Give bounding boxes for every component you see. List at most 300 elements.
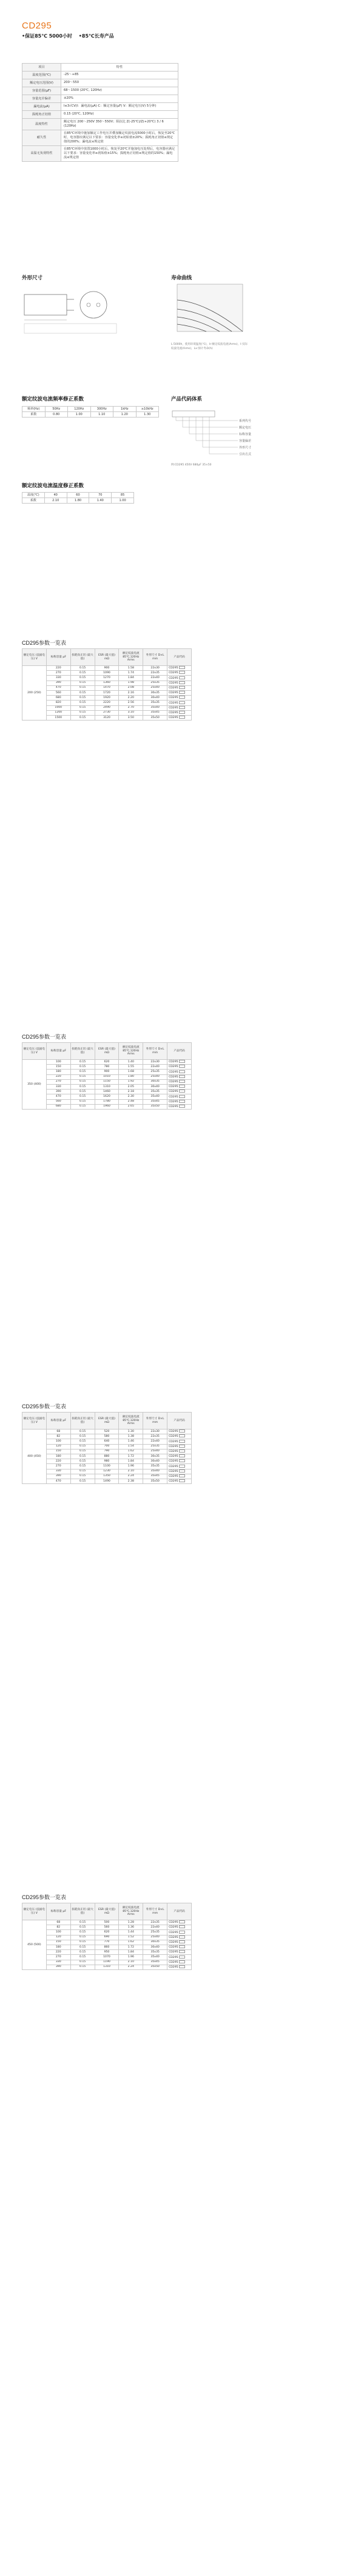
subtitle-longlife: •85℃长寿产品 bbox=[78, 33, 114, 39]
param-ripple: 1.38 bbox=[119, 1434, 143, 1439]
param-capacitance: 330 bbox=[46, 1084, 70, 1089]
product-code-box bbox=[179, 711, 185, 714]
product-code-text: CD295 bbox=[169, 667, 178, 670]
product-code-text: CD295 bbox=[169, 1075, 178, 1079]
param-esr: 1960 bbox=[95, 1104, 119, 1109]
param-capacitance: 150 bbox=[46, 1449, 70, 1454]
param-table-title: CD295参数一览表 bbox=[22, 1403, 67, 1409]
param-header-cell: 外形尺寸 D×L mm bbox=[143, 1903, 167, 1920]
product-code-box bbox=[179, 1474, 185, 1477]
param-row bbox=[22, 710, 192, 715]
param-ripple: 3.10 bbox=[119, 710, 143, 715]
product-code-box bbox=[179, 1429, 185, 1433]
param-row bbox=[22, 1469, 192, 1474]
temp-header-cell: 温度(℃) bbox=[22, 493, 45, 498]
param-size: 35x50 bbox=[143, 1965, 167, 1969]
spec-row bbox=[22, 119, 178, 130]
param-product-code bbox=[167, 676, 192, 681]
param-header-cell: 额定纹波电流 85℃,120Hz Arms bbox=[119, 1043, 143, 1060]
param-size: 30x35 bbox=[143, 1079, 167, 1084]
product-code-text: CD295 bbox=[169, 701, 178, 705]
param-ripple: 2.18 bbox=[119, 1090, 143, 1094]
param-product-code bbox=[167, 685, 192, 690]
subtitle-guarantee: •保证85℃ 5000小时 bbox=[22, 33, 72, 39]
param-ripple: 1.30 bbox=[119, 1429, 143, 1434]
product-code-text: CD295 bbox=[169, 1965, 178, 1969]
param-tan: 0.15 bbox=[70, 710, 95, 715]
param-ripple: 1.52 bbox=[119, 1935, 143, 1940]
param-ripple: 1.44 bbox=[119, 1930, 143, 1935]
param-tan: 0.15 bbox=[70, 1945, 95, 1949]
spec-row bbox=[22, 87, 178, 95]
param-product-code bbox=[167, 1065, 192, 1070]
param-tan: 0.15 bbox=[70, 701, 95, 705]
product-code-box bbox=[179, 1965, 185, 1968]
param-tan: 0.15 bbox=[70, 1454, 95, 1459]
param-tan: 0.15 bbox=[70, 1449, 95, 1454]
param-product-code bbox=[167, 1945, 192, 1949]
product-code-box bbox=[179, 1454, 185, 1457]
product-code-box bbox=[179, 1465, 185, 1468]
param-tan: 0.15 bbox=[70, 1065, 95, 1070]
freq-header-cell: 50Hz bbox=[45, 407, 68, 412]
param-ripple: 2.24 bbox=[119, 1965, 143, 1969]
param-size: 35x35 bbox=[143, 1464, 167, 1469]
param-product-code bbox=[167, 1079, 192, 1084]
param-product-code bbox=[167, 1459, 192, 1464]
product-code-box bbox=[179, 1070, 185, 1073]
code-label: 容量偏差 bbox=[239, 439, 252, 443]
param-header-cell: 标称容量 μF bbox=[46, 649, 70, 666]
param-size: 25x35 bbox=[143, 1070, 167, 1074]
param-row bbox=[22, 1930, 192, 1935]
param-row bbox=[22, 1060, 192, 1065]
param-header-cell: 额定电压 (浪涌电压) V bbox=[22, 1413, 47, 1429]
param-tan: 0.15 bbox=[70, 1960, 95, 1965]
param-product-code bbox=[167, 1935, 192, 1940]
param-row bbox=[22, 1434, 192, 1439]
product-code-box bbox=[179, 1960, 185, 1963]
spec-header-cell: 项目 bbox=[22, 64, 61, 72]
param-row bbox=[22, 676, 192, 681]
param-tan: 0.15 bbox=[70, 1950, 95, 1955]
param-header-row bbox=[22, 649, 192, 666]
param-product-code bbox=[167, 1429, 192, 1434]
param-ripple: 2.48 bbox=[119, 1099, 143, 1104]
temp-header-cell: 60 bbox=[67, 493, 89, 498]
param-esr: 1360 bbox=[95, 681, 119, 685]
code-label: 标称容量 bbox=[239, 433, 252, 436]
freq-table bbox=[22, 406, 159, 418]
param-tan: 0.15 bbox=[70, 1099, 95, 1104]
param-capacitance: 680 bbox=[46, 696, 70, 701]
param-header-cell: ESR (最大值) mΩ bbox=[95, 1413, 119, 1429]
param-esr: 620 bbox=[95, 1930, 119, 1935]
param-tan: 0.15 bbox=[70, 1434, 95, 1439]
subtitle bbox=[22, 33, 344, 39]
param-capacitance: 680 bbox=[46, 1104, 70, 1109]
param-size: 35x35 bbox=[143, 1950, 167, 1955]
product-code-text: CD295 bbox=[169, 686, 178, 690]
param-ripple: 1.54 bbox=[119, 1444, 143, 1449]
spec-key: 温度特性 bbox=[22, 119, 61, 130]
code-label: 额定电压 bbox=[239, 426, 252, 430]
param-product-code bbox=[167, 1099, 192, 1104]
product-code-text: CD295 bbox=[169, 1474, 178, 1478]
param-esr: 580 bbox=[95, 1434, 119, 1439]
param-product-code bbox=[167, 1920, 192, 1925]
param-row bbox=[22, 1449, 192, 1454]
code-note: 例:CD295 450V 680μF 35×50 bbox=[171, 464, 212, 467]
param-product-code bbox=[167, 1454, 192, 1459]
param-table-title: CD295参数一览表 bbox=[22, 1894, 67, 1900]
param-capacitance: 100 bbox=[46, 1439, 70, 1444]
param-tan: 0.15 bbox=[70, 1070, 95, 1074]
param-table bbox=[22, 1903, 192, 1970]
param-tan: 0.15 bbox=[70, 1079, 95, 1084]
temp-value-cell: 1.80 bbox=[67, 498, 89, 504]
param-ripple: 2.24 bbox=[119, 1474, 143, 1479]
param-tan: 0.15 bbox=[70, 671, 95, 676]
param-tan: 0.15 bbox=[70, 1940, 95, 1945]
product-code-box bbox=[179, 1065, 185, 1068]
param-tan: 0.15 bbox=[70, 690, 95, 695]
product-code-text: CD295 bbox=[169, 696, 178, 700]
param-capacitance: 270 bbox=[46, 671, 70, 676]
param-esr: 790 bbox=[95, 1449, 119, 1454]
param-esr: 1490 bbox=[95, 1479, 119, 1483]
param-row bbox=[22, 1439, 192, 1444]
life-note: L:5000h，使用环境温度(℃)，Ir:额定纹波电流(Arms)，I:实际纹波电流(Arms)，Lx:预计寿命(h) bbox=[171, 343, 248, 350]
param-ripple: 1.55 bbox=[119, 1065, 143, 1070]
param-size: 35x40 bbox=[143, 1094, 167, 1099]
param-product-code bbox=[167, 1925, 192, 1930]
param-capacitance: 270 bbox=[46, 1955, 70, 1960]
param-header-row bbox=[22, 1413, 192, 1429]
product-code-text: CD295 bbox=[169, 1465, 178, 1468]
param-ripple: 1.58 bbox=[119, 666, 143, 671]
code-label: 外形尺寸 bbox=[239, 446, 252, 450]
param-row bbox=[22, 1965, 192, 1969]
param-header-cell: 额定纹波电流 85℃,120Hz Arms bbox=[119, 1903, 143, 1920]
spec-row bbox=[22, 95, 178, 103]
param-header-cell: 损耗角正切 (最大值) bbox=[70, 1043, 95, 1060]
param-size: 35x40 bbox=[143, 1955, 167, 1960]
spec-key: 温度范围(℃) bbox=[22, 72, 61, 79]
param-capacitance: 560 bbox=[46, 690, 70, 695]
param-esr: 780 bbox=[95, 1065, 119, 1070]
product-code-text: CD295 bbox=[169, 1946, 178, 1949]
spec-key: 损耗角正切值 bbox=[22, 111, 61, 119]
param-esr: 950 bbox=[95, 1950, 119, 1955]
param-size: 25x40 bbox=[143, 685, 167, 690]
product-code-text: CD295 bbox=[169, 1931, 178, 1934]
param-capacitance: 330 bbox=[46, 676, 70, 681]
param-row bbox=[22, 671, 192, 676]
param-size: 25x35 bbox=[143, 681, 167, 685]
product-code-text: CD295 bbox=[169, 1445, 178, 1448]
freq-header-cell: 300Hz bbox=[90, 407, 113, 412]
spec-key: 高温无负荷特性 bbox=[22, 146, 61, 162]
param-esr: 1310 bbox=[95, 1084, 119, 1089]
param-capacitance: 560 bbox=[46, 1099, 70, 1104]
param-capacitance: 470 bbox=[46, 1479, 70, 1483]
param-capacitance: 1000 bbox=[46, 705, 70, 710]
spec-value: 0.15 (20℃, 120Hz) bbox=[61, 111, 178, 119]
param-capacitance: 180 bbox=[46, 1454, 70, 1459]
product-code-box bbox=[179, 716, 185, 719]
freq-value-cell: 1.30 bbox=[136, 412, 159, 418]
param-esr: 1780 bbox=[95, 1099, 119, 1104]
param-ripple: 1.98 bbox=[119, 681, 143, 685]
param-size: 30x35 bbox=[143, 690, 167, 695]
code-label: 引出方式 bbox=[239, 453, 252, 456]
param-row bbox=[22, 1920, 192, 1925]
param-esr: 1090 bbox=[95, 671, 119, 676]
product-code-text: CD295 bbox=[169, 716, 178, 720]
param-ripple: 2.20 bbox=[119, 696, 143, 701]
param-table bbox=[22, 1412, 192, 1484]
param-size: 22x35 bbox=[143, 1920, 167, 1925]
param-ripple: 1.80 bbox=[119, 1074, 143, 1079]
param-esr: 520 bbox=[95, 1429, 119, 1434]
param-header-cell: 额定纹波电流 85℃,120Hz Arms bbox=[119, 1413, 143, 1429]
param-tan: 0.15 bbox=[70, 1459, 95, 1464]
product-code-box bbox=[179, 1925, 185, 1928]
param-capacitance: 270 bbox=[46, 1079, 70, 1084]
param-size: 35x50 bbox=[143, 715, 167, 720]
param-size: 25x35 bbox=[143, 1930, 167, 1935]
code-label: 系列代号 bbox=[239, 419, 252, 423]
header bbox=[0, 0, 344, 39]
product-code-box bbox=[179, 1945, 185, 1948]
param-ripple: 1.62 bbox=[119, 1449, 143, 1454]
product-code-text: CD295 bbox=[169, 1921, 178, 1925]
product-code-box bbox=[179, 1935, 185, 1939]
product-code-text: CD295 bbox=[169, 1080, 178, 1083]
param-size: 25x40 bbox=[143, 1449, 167, 1454]
param-esr: 900 bbox=[95, 1070, 119, 1074]
param-ripple: 1.96 bbox=[119, 1464, 143, 1469]
param-size: 35x50 bbox=[143, 1104, 167, 1109]
param-tan: 0.15 bbox=[70, 1104, 95, 1109]
freq-header-cell: 120Hz bbox=[68, 407, 91, 412]
param-row bbox=[22, 1094, 192, 1099]
param-capacitance: 180 bbox=[46, 1070, 70, 1074]
param-row bbox=[22, 1090, 192, 1094]
temp-value-cell: 2.10 bbox=[44, 498, 67, 504]
param-tan: 0.15 bbox=[70, 681, 95, 685]
param-product-code bbox=[167, 1464, 192, 1469]
spec-key: 额定电压范围(V) bbox=[22, 79, 61, 87]
freq-value-cell: 1.20 bbox=[113, 412, 137, 418]
param-tan: 0.15 bbox=[70, 1930, 95, 1935]
param-product-code bbox=[167, 1965, 192, 1969]
code-leader bbox=[189, 417, 238, 434]
product-code-text: CD295 bbox=[169, 1095, 178, 1099]
param-capacitance: 470 bbox=[46, 685, 70, 690]
product-code-text: CD295 bbox=[169, 691, 178, 695]
param-ripple: 1.36 bbox=[119, 1925, 143, 1930]
param-ripple: 1.84 bbox=[119, 1459, 143, 1464]
param-row bbox=[22, 1479, 192, 1483]
product-code-box bbox=[179, 1479, 185, 1482]
param-tan: 0.15 bbox=[70, 1090, 95, 1094]
product-code-text: CD295 bbox=[169, 1090, 178, 1094]
product-code-box bbox=[179, 1090, 185, 1093]
code-box bbox=[172, 411, 215, 417]
param-product-code bbox=[167, 1960, 192, 1965]
param-ripple: 2.65 bbox=[119, 1104, 143, 1109]
section-temp-title: 额定纹波电流温度修正系数 bbox=[22, 482, 84, 488]
product-code-text: CD295 bbox=[169, 1935, 178, 1939]
param-header-cell: 损耗角正切 (最大值) bbox=[70, 1413, 95, 1429]
temp-table bbox=[22, 492, 134, 504]
temp-header-cell: 40 bbox=[44, 493, 67, 498]
param-esr: 1270 bbox=[95, 676, 119, 681]
param-capacitance: 82 bbox=[46, 1925, 70, 1930]
param-tan: 0.15 bbox=[70, 1965, 95, 1969]
product-code-text: CD295 bbox=[169, 1060, 178, 1064]
product-code-text: CD295 bbox=[169, 1100, 178, 1103]
code-leader bbox=[176, 417, 238, 421]
param-esr: 880 bbox=[95, 1454, 119, 1459]
param-capacitance: 390 bbox=[46, 1965, 70, 1969]
product-code-box bbox=[179, 691, 185, 694]
param-tan: 0.15 bbox=[70, 715, 95, 720]
param-size: 22x30 bbox=[143, 1060, 167, 1065]
param-esr: 1460 bbox=[95, 1090, 119, 1094]
param-size: 22x35 bbox=[143, 671, 167, 676]
param-row bbox=[22, 1925, 192, 1930]
product-code-box bbox=[179, 681, 185, 684]
spec-key: 容量允许偏差 bbox=[22, 95, 61, 103]
spec-value: I≤3√CV(I：漏电流(μA) C：额定容量(μF) V：额定电压(V) 5分钟) bbox=[61, 103, 178, 111]
product-code-box bbox=[179, 1955, 185, 1959]
param-esr: 1010 bbox=[95, 1074, 119, 1079]
spec-value: -25～+85 bbox=[61, 72, 178, 79]
spec-row bbox=[22, 72, 178, 79]
param-table-title: CD295参数一览表 bbox=[22, 640, 67, 646]
spec-row bbox=[22, 79, 178, 87]
param-capacitance: 220 bbox=[46, 666, 70, 671]
param-ripple: 3.50 bbox=[119, 715, 143, 720]
spec-value: 200～550 bbox=[61, 79, 178, 87]
life-curve-chart bbox=[171, 282, 245, 338]
param-ripple: 1.72 bbox=[119, 1945, 143, 1949]
param-header-cell: ESR (最大值) mΩ bbox=[95, 1903, 119, 1920]
param-size: 30x35 bbox=[143, 1454, 167, 1459]
param-product-code bbox=[167, 1074, 192, 1079]
param-product-code bbox=[167, 1104, 192, 1109]
param-size: 35x35 bbox=[143, 1090, 167, 1094]
spec-row bbox=[22, 111, 178, 119]
param-product-code bbox=[167, 1950, 192, 1955]
spec-row bbox=[22, 130, 178, 146]
param-capacitance: 68 bbox=[46, 1429, 70, 1434]
param-product-code bbox=[167, 1060, 192, 1065]
temp-header-row bbox=[22, 493, 134, 498]
param-ripple: 1.40 bbox=[119, 1060, 143, 1065]
param-capacitance: 470 bbox=[46, 1094, 70, 1099]
param-size: 30x40 bbox=[143, 1459, 167, 1464]
param-product-code bbox=[167, 1444, 192, 1449]
param-product-code bbox=[167, 705, 192, 710]
temp-header-cell: 85 bbox=[112, 493, 134, 498]
param-header-cell: 产品代码 bbox=[167, 649, 192, 666]
param-capacitance: 68 bbox=[46, 1920, 70, 1925]
param-size: 25x40 bbox=[143, 1074, 167, 1079]
param-tan: 0.15 bbox=[70, 1439, 95, 1444]
section-life-title: 寿命曲线 bbox=[171, 275, 192, 281]
param-esr: 1350 bbox=[95, 1474, 119, 1479]
param-tan: 0.15 bbox=[70, 676, 95, 681]
freq-value-cell: 1.00 bbox=[68, 412, 91, 418]
page-title: CD295 bbox=[22, 21, 52, 31]
product-code-text: CD295 bbox=[169, 1085, 178, 1089]
code-leader bbox=[183, 417, 238, 427]
param-row bbox=[22, 690, 192, 695]
freq-header-cell: 1kHz bbox=[113, 407, 137, 412]
param-ripple: 1.46 bbox=[119, 1439, 143, 1444]
dimension-drawing bbox=[22, 284, 119, 335]
product-code-box bbox=[179, 706, 185, 709]
param-row bbox=[22, 1955, 192, 1960]
code-diagram bbox=[171, 407, 268, 462]
section-dim-title: 外形尺寸 bbox=[22, 275, 43, 281]
param-capacitance: 82 bbox=[46, 1434, 70, 1439]
product-code-text: CD295 bbox=[169, 1940, 178, 1944]
code-leader bbox=[203, 417, 238, 447]
param-row bbox=[22, 1074, 192, 1079]
param-capacitance: 270 bbox=[46, 1464, 70, 1469]
param-tan: 0.15 bbox=[70, 1920, 95, 1925]
param-capacitance: 220 bbox=[46, 1950, 70, 1955]
param-product-code bbox=[167, 671, 192, 676]
param-table-title: CD295参数一览表 bbox=[22, 1034, 67, 1040]
product-code-box bbox=[179, 1469, 185, 1473]
param-size: 35x45 bbox=[143, 1960, 167, 1965]
param-header-cell: 额定电压 (浪涌电压) V bbox=[22, 1903, 47, 1920]
param-header-cell: 标称容量 μF bbox=[46, 1043, 70, 1060]
param-esr: 620 bbox=[95, 1060, 119, 1065]
product-code-box bbox=[179, 666, 185, 669]
param-tan: 0.15 bbox=[70, 1955, 95, 1960]
product-code-text: CD295 bbox=[169, 1480, 178, 1483]
param-header-cell: 外形尺寸 D×L mm bbox=[143, 1413, 167, 1429]
param-ripple: 1.28 bbox=[119, 1920, 143, 1925]
param-size: 30x35 bbox=[143, 1940, 167, 1945]
param-size: 35x45 bbox=[143, 1474, 167, 1479]
param-capacitance: 150 bbox=[46, 1940, 70, 1945]
product-code-box bbox=[179, 1075, 185, 1078]
param-ripple: 2.70 bbox=[119, 705, 143, 710]
param-tan: 0.15 bbox=[70, 1429, 95, 1434]
param-capacitance: 100 bbox=[46, 1930, 70, 1935]
param-voltage-cell: 450 (500) bbox=[22, 1920, 47, 1970]
param-product-code bbox=[167, 715, 192, 720]
spec-value: ±20% bbox=[61, 95, 178, 103]
param-row bbox=[22, 666, 192, 671]
param-size: 35x45 bbox=[143, 1099, 167, 1104]
temp-value-row bbox=[22, 498, 134, 504]
param-product-code bbox=[167, 701, 192, 705]
param-header-cell: ESR (最大值) mΩ bbox=[95, 1043, 119, 1060]
param-capacitance: 100 bbox=[46, 1060, 70, 1065]
param-tan: 0.15 bbox=[70, 1474, 95, 1479]
product-code-box bbox=[179, 676, 185, 679]
param-row bbox=[22, 681, 192, 685]
